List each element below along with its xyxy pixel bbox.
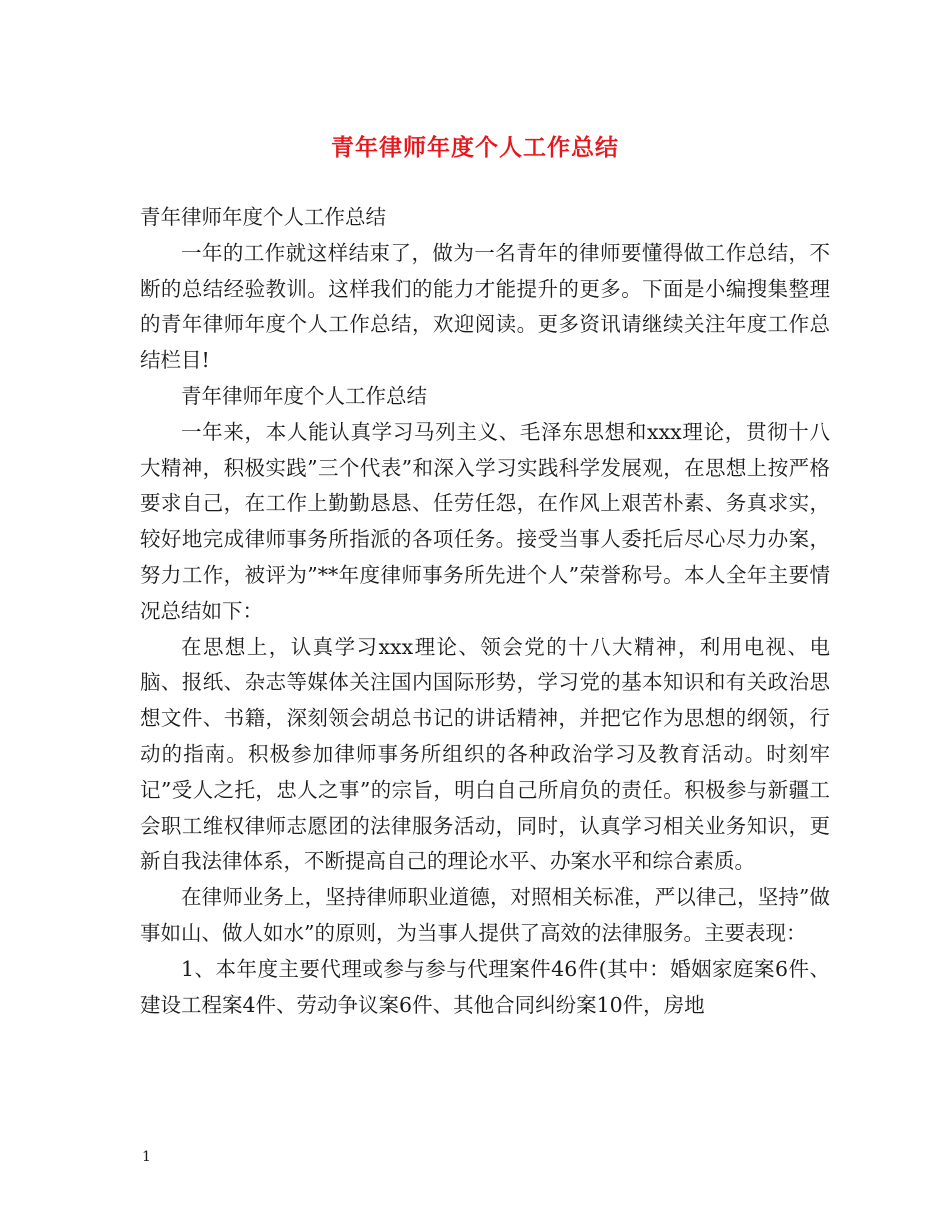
paragraph-intro: 一年的工作就这样结束了，做为一名青年的律师要懂得做工作总结，不断的总结经验教训。这样我们的能力才能提升的更多。下面是小编搜集整理的青年律师年度个人工作总结，欢迎阅读。更多资讯请继续关注年度工作总结栏目!: [140, 240, 830, 373]
page-number: 1: [142, 1149, 151, 1165]
document-title: 青年律师年度个人工作总结: [331, 134, 619, 161]
paragraph-practice: 在律师业务上，坚持律师职业道德，对照相关标准，严以律己，坚持”做事如山、做人如水”的原则，为当事人提供了高效的法律服务。主要表现：: [140, 885, 830, 945]
paragraph-subheading: 青年律师年度个人工作总结: [181, 383, 427, 408]
paragraph-cases: 1、本年度主要代理或参与参与代理案件46件(其中：婚姻家庭案6件、建设工程案4件、劳动争议案6件、其他合同纠纷案10件，房地: [140, 956, 830, 1017]
paragraph-heading: 青年律师年度个人工作总结: [140, 205, 386, 229]
document-body: [140, 200, 830, 1023]
paragraph-ideology: 在思想上，认真学习xxx理论、领会党的十八大精神，利用电视、电脑、报纸、杂志等媒体关注国内国际形势，学习党的基本知识和有关政治思想文件、书籍，深刻领会胡总书记的讲话精神，并把它作为思想的纲领，行动的指南。积极参加律师事务所组织的各种政治学习及教育活动。时刻牢记”受人之托，忠人之事”的宗旨，明白自己所肩负的责任。积极参与新疆工会职工维权律师志愿团的法律服务活动，同时，认真学习相关业务知识，更新自我法律体系，不断提高自己的理论水平、办案水平和综合素质。: [140, 634, 830, 874]
paragraph-summary: 一年来，本人能认真学习马列主义、毛泽东思想和xxx理论，贯彻十八大精神，积极实践”三个代表”和深入学习实践科学发展观，在思想上按严格要求自己，在工作上勤勤恳恳、任劳任怨，在作风上艰苦朴素、务真求实，较好地完成律师事务所指派的各项任务。接受当事人委托后尽心尽力办案，努力工作，被评为”**年度律师事务所先进个人”荣誉称号。本人全年主要情况总结如下：: [140, 419, 830, 623]
